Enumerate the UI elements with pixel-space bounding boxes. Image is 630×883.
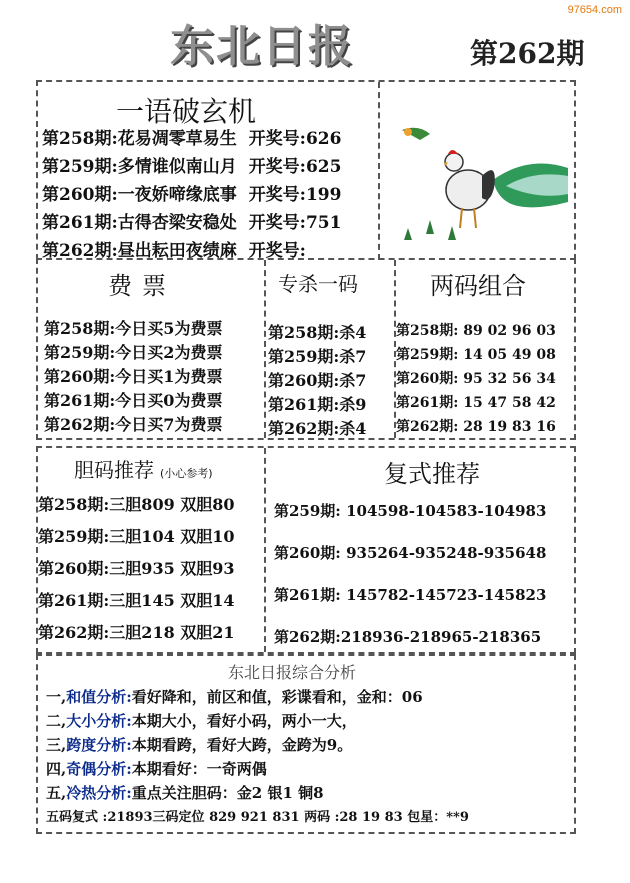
rooster-illustration: [398, 110, 568, 248]
fushi-heading: 复式推荐: [384, 460, 480, 488]
riddle-row: 第258期:花易凋零草易生 开奖号:626: [42, 129, 342, 149]
fushi-row: 第261期: 145782-145723-145823: [274, 586, 547, 604]
kill-row: 第262期:杀4: [268, 419, 367, 438]
dan-row: 第262期:三胆218 双胆21: [38, 623, 235, 642]
dan-row: 第260期:三胆935 双胆93: [38, 559, 235, 578]
feipiao-heading: 费票: [108, 272, 176, 300]
issue-number: 第262期: [470, 37, 585, 70]
feipiao-row: 第261期:今日买0为费票: [44, 391, 223, 410]
riddle-row: 第261期:古得杏梁安稳处 开奖号:751: [42, 213, 342, 233]
feipiao-row: 第259期:今日买2为费票: [44, 343, 223, 362]
combo-row: 第258期: 89 02 96 03: [396, 323, 556, 339]
analysis-heading: 东北日报综合分析: [228, 663, 357, 682]
kill-row: 第261期:杀9: [268, 395, 367, 414]
combo-row: 第262期: 28 19 83 16: [396, 419, 556, 435]
feipiao-row: 第258期:今日买5为费票: [44, 319, 223, 338]
combo-row: 第259期: 14 05 49 08: [396, 347, 556, 363]
analysis-row: 五,冷热分析:重点关注胆码：金2 银1 铜8: [46, 784, 324, 802]
feipiao-row: 第260期:今日买1为费票: [44, 367, 223, 386]
analysis-row: 一,和值分析:看好降和，前区和值，彩谍看和，金和：06: [46, 688, 423, 706]
analysis-row: 二,大小分析:本期大小，看好小码，两小一大，: [46, 712, 357, 730]
analysis-footer: 五码复式 :21893三码定位 829 921 831 两码 :28 19 83 包星：**9: [46, 810, 469, 825]
combo-heading: 两码组合: [430, 272, 526, 300]
riddle-row: 第259期:多情谁似南山月 开奖号:625: [42, 157, 342, 177]
dan-row: 第261期:三胆145 双胆14: [38, 591, 235, 610]
kill-row: 第258期:杀4: [268, 323, 367, 342]
dan-heading: 胆码推荐 (小心参考): [74, 458, 213, 482]
fushi-row: 第259期: 104598-104583-104983: [274, 502, 547, 520]
riddle-row: 第260期:一夜娇啼缘底事 开奖号:199: [42, 185, 342, 205]
kill-heading: 专杀一码: [278, 272, 358, 296]
riddle-heading: 一语破玄机: [116, 95, 257, 128]
dan-note: (小心参考): [160, 467, 213, 480]
kill-row: 第259期:杀7: [268, 347, 367, 366]
site-watermark: 97654.com: [567, 4, 622, 16]
page-title: 东北日报: [170, 21, 354, 72]
fushi-row: 第262期:218936-218965-218365: [274, 628, 542, 646]
fushi-row: 第260期: 935264-935248-935648: [274, 544, 547, 562]
dan-row: 第259期:三胆104 双胆10: [38, 527, 235, 546]
combo-row: 第260期: 95 32 56 34: [396, 371, 556, 387]
dan-row: 第258期:三胆809 双胆80: [38, 495, 235, 514]
analysis-row: 四,奇偶分析:本期看好：一奇两偶: [46, 760, 267, 778]
feipiao-row: 第262期:今日买7为费票: [44, 415, 223, 434]
combo-row: 第261期: 15 47 58 42: [396, 395, 556, 411]
analysis-row: 三,跨度分析:本期看跨，看好大跨，金跨为9。: [46, 736, 353, 754]
riddle-row: 第262期:昼出耘田夜绩麻 开奖号:: [42, 241, 306, 261]
kill-row: 第260期:杀7: [268, 371, 367, 390]
